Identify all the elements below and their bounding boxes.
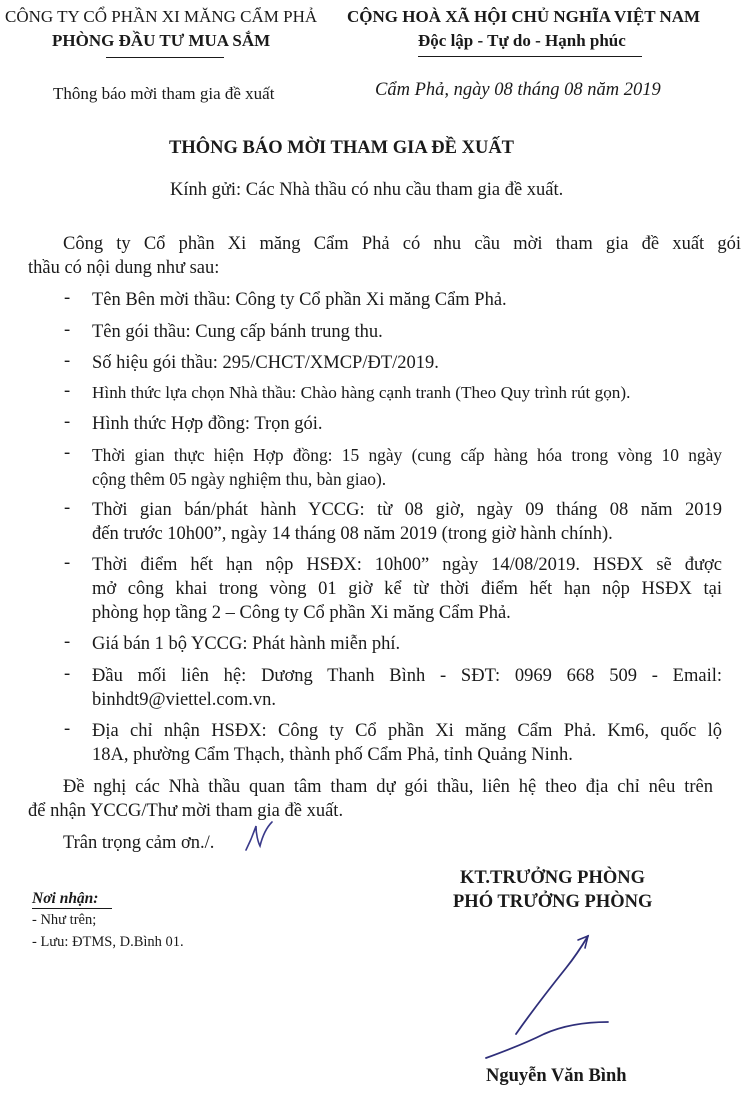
list-item-address-line-1: Địa chỉ nhận HSĐX: Công ty Cổ phần Xi măng Cẩm Phả. Km6, quốc lộ (92, 721, 722, 741)
list-dash: - (64, 664, 71, 684)
signer-role-1: KT.TRƯỞNG PHÒNG (460, 868, 645, 888)
nation-title: CỘNG HOÀ XÃ HỘI CHỦ NGHĨA VIỆT NAM (347, 7, 701, 26)
list-item-package-name: Tên gói thầu: Cung cấp bánh trung thu. (92, 322, 383, 342)
nation-motto: Độc lập - Tự do - Hạnh phúc (418, 31, 626, 50)
list-dash: - (64, 288, 71, 308)
list-dash: - (64, 320, 71, 340)
intro-line-1: Công ty Cổ phần Xi măng Cẩm Phả có nhu cầu mời tham gia đề xuất gói (63, 234, 741, 254)
company-name: CÔNG TY CỔ PHẦN XI MĂNG CẨM PHẢ (5, 7, 318, 26)
recipient-item: - Lưu: ĐTMS, D.Bình 01. (32, 934, 184, 950)
closing-line-1: Đề nghị các Nhà thầu quan tâm tham dự gói thầu, liên hệ theo địa chỉ nêu trên (63, 777, 713, 797)
list-item-address-line-2: 18A, phường Cẩm Thạch, thành phố Cẩm Phả, tỉnh Quảng Ninh. (92, 745, 573, 765)
list-item-sale-time-line-1: Thời gian bán/phát hành YCCG: từ 08 giờ, ngày 09 tháng 08 năm 2019 (92, 500, 722, 520)
department-underline (106, 57, 224, 58)
list-item-sale-time-line-2: đến trước 10h00”, ngày 14 tháng 08 năm 2019 (trong giờ hành chính). (92, 524, 613, 544)
motto-underline (418, 56, 642, 57)
list-dash: - (64, 553, 71, 573)
list-item-contract-type: Hình thức Hợp đồng: Trọn gói. (92, 414, 323, 434)
list-item-selection-method: Hình thức lựa chọn Nhà thầu: Chào hàng cạnh tranh (Theo Quy trình rút gọn). (92, 383, 631, 402)
signer-name: Nguyễn Văn Bình (486, 1066, 627, 1086)
department-name: PHÒNG ĐẦU TƯ MUA SẮM (52, 31, 271, 50)
recipient-item: - Như trên; (32, 912, 97, 928)
initial-mark (242, 820, 276, 854)
list-item-duration-line-1: Thời gian thực hiện Hợp đồng: 15 ngày (cung cấp hàng hóa trong vòng 10 ngày (92, 445, 722, 465)
document-reference: Thông báo mời tham gia đề xuất (53, 84, 275, 103)
list-dash: - (64, 443, 71, 463)
list-dash: - (64, 498, 71, 518)
recipients-heading: Nơi nhận: (32, 890, 99, 907)
closing-line-2: để nhận YCCG/Thư mời tham gia đề xuất. (28, 801, 344, 821)
greeting: Kính gửi: Các Nhà thầu có nhu cầu tham gia đề xuất. (170, 180, 564, 200)
document-title: THÔNG BÁO MỜI THAM GIA ĐỀ XUẤT (169, 138, 515, 158)
list-item-contact-email: binhdt9@viettel.com.vn. (92, 690, 277, 710)
list-dash: - (64, 381, 71, 401)
list-dash: - (64, 351, 71, 371)
recipients-heading-underline (32, 908, 112, 909)
thanks: Trân trọng cảm ơn./. (63, 833, 215, 853)
list-item-duration-line-2: cộng thêm 05 ngày nghiệm thu, bàn giao). (92, 469, 387, 489)
handwritten-signature (478, 930, 618, 1070)
list-item-contact-line-1: Đầu mối liên hệ: Dương Thanh Bình - SĐT: 0969 668 509 - Email: (92, 666, 722, 686)
list-dash: - (64, 632, 71, 652)
list-dash: - (64, 719, 71, 739)
list-item-deadline-line-2: mở công khai trong vòng 01 giờ kể từ thời điểm hết hạn nộp HSĐX tại (92, 579, 722, 599)
place-date: Cẩm Phả, ngày 08 tháng 08 năm 2019 (375, 80, 661, 100)
list-item-price: Giá bán 1 bộ YCCG: Phát hành miễn phí. (92, 634, 401, 654)
list-dash: - (64, 412, 71, 432)
list-item-package-number: Số hiệu gói thầu: 295/CHCT/XMCP/ĐT/2019. (92, 353, 439, 373)
signer-role-2: PHÓ TRƯỞNG PHÒNG (453, 892, 653, 912)
list-item-deadline-line-1: Thời điểm hết hạn nộp HSĐX: 10h00” ngày 14/08/2019. HSĐX sẽ được (92, 555, 722, 575)
list-item-issuer: Tên Bên mời thầu: Công ty Cổ phần Xi măng Cẩm Phả. (92, 290, 507, 310)
intro-line-2: thầu có nội dung như sau: (28, 258, 220, 278)
list-item-deadline-line-3: phòng họp tầng 2 – Công ty Cổ phần Xi măng Cẩm Phả. (92, 603, 511, 623)
